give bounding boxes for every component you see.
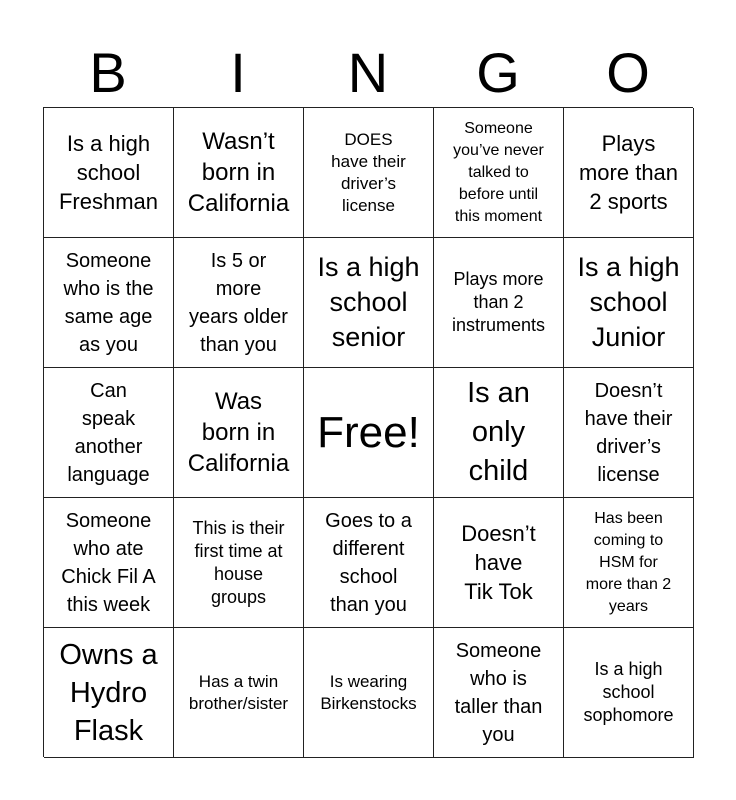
cell-text: Plays more than 2 sports (578, 131, 679, 214)
cell-text: Has a twin brother/sister (188, 671, 289, 713)
bingo-cell[interactable] (304, 238, 434, 368)
cell-text: Can speak another language (67, 379, 150, 486)
cell-text: Is 5 or more years older than you (189, 249, 288, 356)
bingo-cell[interactable] (174, 498, 304, 628)
cell-text: Plays more than 2 instruments (451, 269, 546, 335)
cell-text: Has been coming to HSM for more than 2 years (585, 509, 672, 615)
bingo-board (43, 107, 693, 757)
bingo-cell[interactable] (434, 628, 564, 758)
cell-text: Is an only child (467, 377, 530, 487)
bingo-cell[interactable] (304, 628, 434, 758)
bingo-cell[interactable] (304, 498, 434, 628)
bingo-cell[interactable] (44, 108, 174, 238)
bingo-cell[interactable] (564, 628, 694, 758)
free-space[interactable] (304, 368, 434, 498)
bingo-cell[interactable] (434, 238, 564, 368)
bingo-cell[interactable] (564, 368, 694, 498)
cell-text: Is a high school senior (317, 252, 420, 352)
bingo-cell[interactable] (434, 368, 564, 498)
cell-text: Doesn’t have their driver’s license (584, 379, 673, 486)
bingo-cell[interactable] (174, 628, 304, 758)
bingo-cell[interactable] (564, 498, 694, 628)
cell-text: DOES have their driver’s license (331, 129, 406, 215)
header-letter-g: G (476, 41, 520, 104)
bingo-cell[interactable] (434, 498, 564, 628)
cell-text: Was born in California (187, 388, 290, 477)
cell-text: Owns a Hydro Flask (59, 638, 158, 747)
bingo-cell[interactable] (434, 108, 564, 238)
bingo-cell[interactable] (174, 108, 304, 238)
cell-text: Someone you’ve never talked to before until this moment (453, 119, 544, 225)
cell-text: This is their first time at house groups (192, 517, 285, 607)
cell-text: Someone who is the same age as you (63, 249, 154, 356)
header-letter-n: N (347, 41, 389, 104)
header-letter-i: I (230, 41, 246, 104)
bingo-cell[interactable] (174, 238, 304, 368)
bingo-cell[interactable] (174, 368, 304, 498)
bingo-cell[interactable] (44, 498, 174, 628)
bingo-cell[interactable] (44, 368, 174, 498)
cell-text: Goes to a different school than you (325, 509, 412, 616)
cell-text: Doesn’t have Tik Tok (461, 521, 536, 604)
cell-text: Is wearing Birkenstocks (320, 671, 417, 713)
cell-text: Is a high school Junior (577, 252, 680, 352)
cell-text: Someone who is taller than you (454, 639, 543, 746)
bingo-header (43, 40, 693, 106)
header-letter-o: O (606, 41, 650, 104)
bingo-cell[interactable] (564, 238, 694, 368)
bingo-cell[interactable] (44, 238, 174, 368)
header-letter-b: B (89, 41, 127, 104)
cell-text: Someone who ate Chick Fil A this week (61, 509, 156, 616)
cell-text: Is a high school Freshman (58, 131, 159, 214)
bingo-cell[interactable] (304, 108, 434, 238)
bingo-cell[interactable] (44, 628, 174, 758)
free-space-label: Free! (317, 407, 420, 457)
cell-text: Is a high school sophomore (583, 659, 674, 725)
bingo-cell[interactable] (564, 108, 694, 238)
cell-text: Wasn’t born in California (187, 128, 290, 217)
